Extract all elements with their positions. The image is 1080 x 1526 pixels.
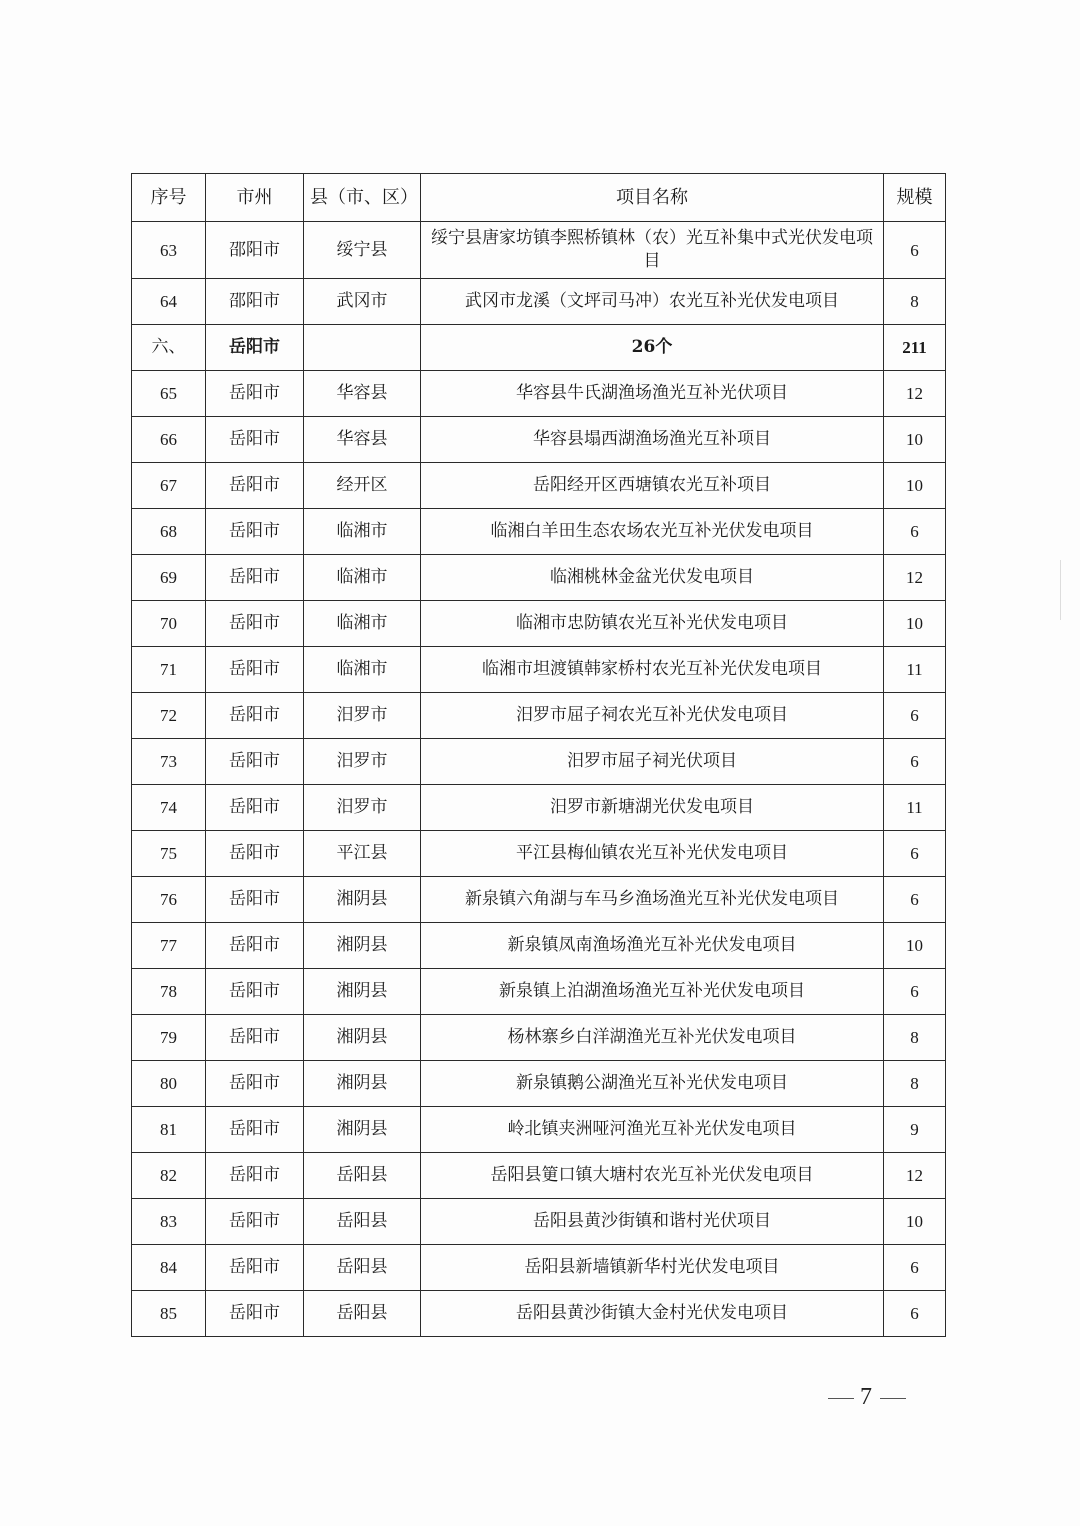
cell-scale: 6 [884,222,946,279]
cell-scale: 8 [884,1061,946,1107]
cell-index: 70 [132,601,206,647]
cell-county: 湘阴县 [304,1015,421,1061]
cell-project: 汨罗市屈子祠农光互补光伏发电项目 [421,693,884,739]
cell-city: 邵阳市 [206,279,304,325]
table-row [132,1061,946,1107]
cell-scale: 6 [884,693,946,739]
table-row [132,279,946,325]
cell-project: 岳阳经开区西塘镇农光互补项目 [421,463,884,509]
cell-county: 经开区 [304,463,421,509]
cell-scale: 6 [884,969,946,1015]
table-row [132,739,946,785]
cell-index: 81 [132,1107,206,1153]
cell-index: 67 [132,463,206,509]
cell-index: 63 [132,222,206,279]
table-row [132,785,946,831]
cell-scale: 10 [884,601,946,647]
cell-scale: 12 [884,371,946,417]
cell-scale: 11 [884,647,946,693]
cell-project: 杨林寨乡白洋湖渔光互补光伏发电项目 [421,1015,884,1061]
cell-scale: 6 [884,877,946,923]
cell-city: 岳阳市 [206,1291,304,1337]
cell-index: 83 [132,1199,206,1245]
cell-index: 77 [132,923,206,969]
cell-index: 78 [132,969,206,1015]
section-city: 岳阳市 [206,325,304,371]
cell-project: 岳阳县筻口镇大塘村农光互补光伏发电项目 [421,1153,884,1199]
table-row [132,969,946,1015]
cell-index: 75 [132,831,206,877]
cell-scale: 9 [884,1107,946,1153]
cell-scale: 6 [884,1291,946,1337]
table-row [132,693,946,739]
cell-project: 汨罗市新塘湖光伏发电项目 [421,785,884,831]
section-count: 26个 [421,325,884,371]
cell-county: 湘阴县 [304,923,421,969]
cell-city: 岳阳市 [206,1245,304,1291]
table-row [132,1199,946,1245]
table-row [132,877,946,923]
cell-project: 新泉镇六角湖与车马乡渔场渔光互补光伏发电项目 [421,877,884,923]
cell-index: 84 [132,1245,206,1291]
cell-index: 85 [132,1291,206,1337]
cell-project: 华容县牛氏湖渔场渔光互补光伏项目 [421,371,884,417]
cell-scale: 8 [884,279,946,325]
cell-city: 岳阳市 [206,785,304,831]
cell-county: 华容县 [304,417,421,463]
table-row [132,1015,946,1061]
cell-city: 岳阳市 [206,1199,304,1245]
cell-city: 岳阳市 [206,1107,304,1153]
cell-county: 绥宁县 [304,222,421,279]
cell-county: 湘阴县 [304,969,421,1015]
cell-index: 68 [132,509,206,555]
cell-project: 新泉镇凤南渔场渔光互补光伏发电项目 [421,923,884,969]
cell-city: 岳阳市 [206,417,304,463]
cell-scale: 12 [884,1153,946,1199]
project-table [131,173,946,1337]
table-row [132,1245,946,1291]
cell-county: 汨罗市 [304,739,421,785]
table-row [132,601,946,647]
cell-county: 岳阳县 [304,1199,421,1245]
cell-scale: 10 [884,1199,946,1245]
cell-city: 岳阳市 [206,1153,304,1199]
table-row [132,222,946,279]
cell-index: 80 [132,1061,206,1107]
page-number-value: 7 [860,1384,874,1410]
table-row [132,509,946,555]
cell-project: 临湘市坦渡镇韩家桥村农光互补光伏发电项目 [421,647,884,693]
cell-county: 湘阴县 [304,877,421,923]
cell-county: 湘阴县 [304,1061,421,1107]
cell-index: 79 [132,1015,206,1061]
cell-project: 新泉镇上泊湖渔场渔光互补光伏发电项目 [421,969,884,1015]
table-header-row [132,174,946,222]
cell-scale: 6 [884,739,946,785]
cell-scale: 8 [884,1015,946,1061]
cell-city: 岳阳市 [206,647,304,693]
section-county [304,325,421,371]
cell-county: 汨罗市 [304,785,421,831]
cell-index: 69 [132,555,206,601]
dash-left [828,1398,854,1399]
cell-project: 临湘市忠防镇农光互补光伏发电项目 [421,601,884,647]
cell-project: 华容县塌西湖渔场渔光互补项目 [421,417,884,463]
cell-scale: 10 [884,417,946,463]
cell-city: 岳阳市 [206,1015,304,1061]
page-number [822,1384,912,1411]
cell-project: 岳阳县黄沙街镇大金村光伏发电项目 [421,1291,884,1337]
section-index: 六、 [132,325,206,371]
table-row [132,417,946,463]
cell-county: 武冈市 [304,279,421,325]
cell-index: 73 [132,739,206,785]
cell-project: 岳阳县黄沙街镇和谐村光伏项目 [421,1199,884,1245]
cell-county: 汨罗市 [304,693,421,739]
dash-right [880,1398,906,1399]
table-row [132,463,946,509]
cell-scale: 6 [884,509,946,555]
cell-project: 武冈市龙溪（文坪司马冲）农光互补光伏发电项目 [421,279,884,325]
cell-county: 华容县 [304,371,421,417]
cell-county: 临湘市 [304,647,421,693]
table-row [132,555,946,601]
cell-index: 72 [132,693,206,739]
cell-city: 岳阳市 [206,923,304,969]
table-row [132,647,946,693]
cell-city: 岳阳市 [206,509,304,555]
cell-scale: 12 [884,555,946,601]
cell-scale: 10 [884,463,946,509]
cell-project: 平江县梅仙镇农光互补光伏发电项目 [421,831,884,877]
cell-county: 岳阳县 [304,1291,421,1337]
cell-county: 临湘市 [304,509,421,555]
cell-project: 新泉镇鹅公湖渔光互补光伏发电项目 [421,1061,884,1107]
cell-index: 74 [132,785,206,831]
table-row [132,1107,946,1153]
header-index: 序号 [132,174,206,222]
section-total-scale: 211 [884,325,946,371]
cell-city: 岳阳市 [206,877,304,923]
cell-scale: 11 [884,785,946,831]
header-city: 市州 [206,174,304,222]
cell-city: 岳阳市 [206,463,304,509]
table-row [132,831,946,877]
cell-project: 岳阳县新墙镇新华村光伏发电项目 [421,1245,884,1291]
cell-index: 64 [132,279,206,325]
cell-county: 平江县 [304,831,421,877]
cell-project: 绥宁县唐家坊镇李熙桥镇林（农）光互补集中式光伏发电项目 [421,222,884,279]
cell-scale: 6 [884,831,946,877]
cell-city: 岳阳市 [206,693,304,739]
cell-city: 岳阳市 [206,739,304,785]
scan-artifact [1060,560,1061,620]
table-row [132,1153,946,1199]
cell-city: 岳阳市 [206,371,304,417]
cell-index: 71 [132,647,206,693]
cell-city: 邵阳市 [206,222,304,279]
cell-index: 82 [132,1153,206,1199]
cell-index: 76 [132,877,206,923]
cell-scale: 10 [884,923,946,969]
header-scale: 规模 [884,174,946,222]
cell-county: 湘阴县 [304,1107,421,1153]
header-county: 县（市、区） [304,174,421,222]
cell-county: 岳阳县 [304,1153,421,1199]
table-row [132,923,946,969]
section-row [132,325,946,371]
cell-city: 岳阳市 [206,969,304,1015]
cell-city: 岳阳市 [206,831,304,877]
cell-project: 临湘桃林金盆光伏发电项目 [421,555,884,601]
cell-project: 岭北镇夹洲哑河渔光互补光伏发电项目 [421,1107,884,1153]
cell-city: 岳阳市 [206,601,304,647]
cell-county: 临湘市 [304,555,421,601]
cell-index: 65 [132,371,206,417]
table-row [132,371,946,417]
cell-index: 66 [132,417,206,463]
cell-city: 岳阳市 [206,1061,304,1107]
cell-county: 临湘市 [304,601,421,647]
cell-project: 汨罗市屈子祠光伏项目 [421,739,884,785]
table-row [132,1291,946,1337]
cell-city: 岳阳市 [206,555,304,601]
cell-county: 岳阳县 [304,1245,421,1291]
cell-project: 临湘白羊田生态农场农光互补光伏发电项目 [421,509,884,555]
cell-scale: 6 [884,1245,946,1291]
header-project: 项目名称 [421,174,884,222]
